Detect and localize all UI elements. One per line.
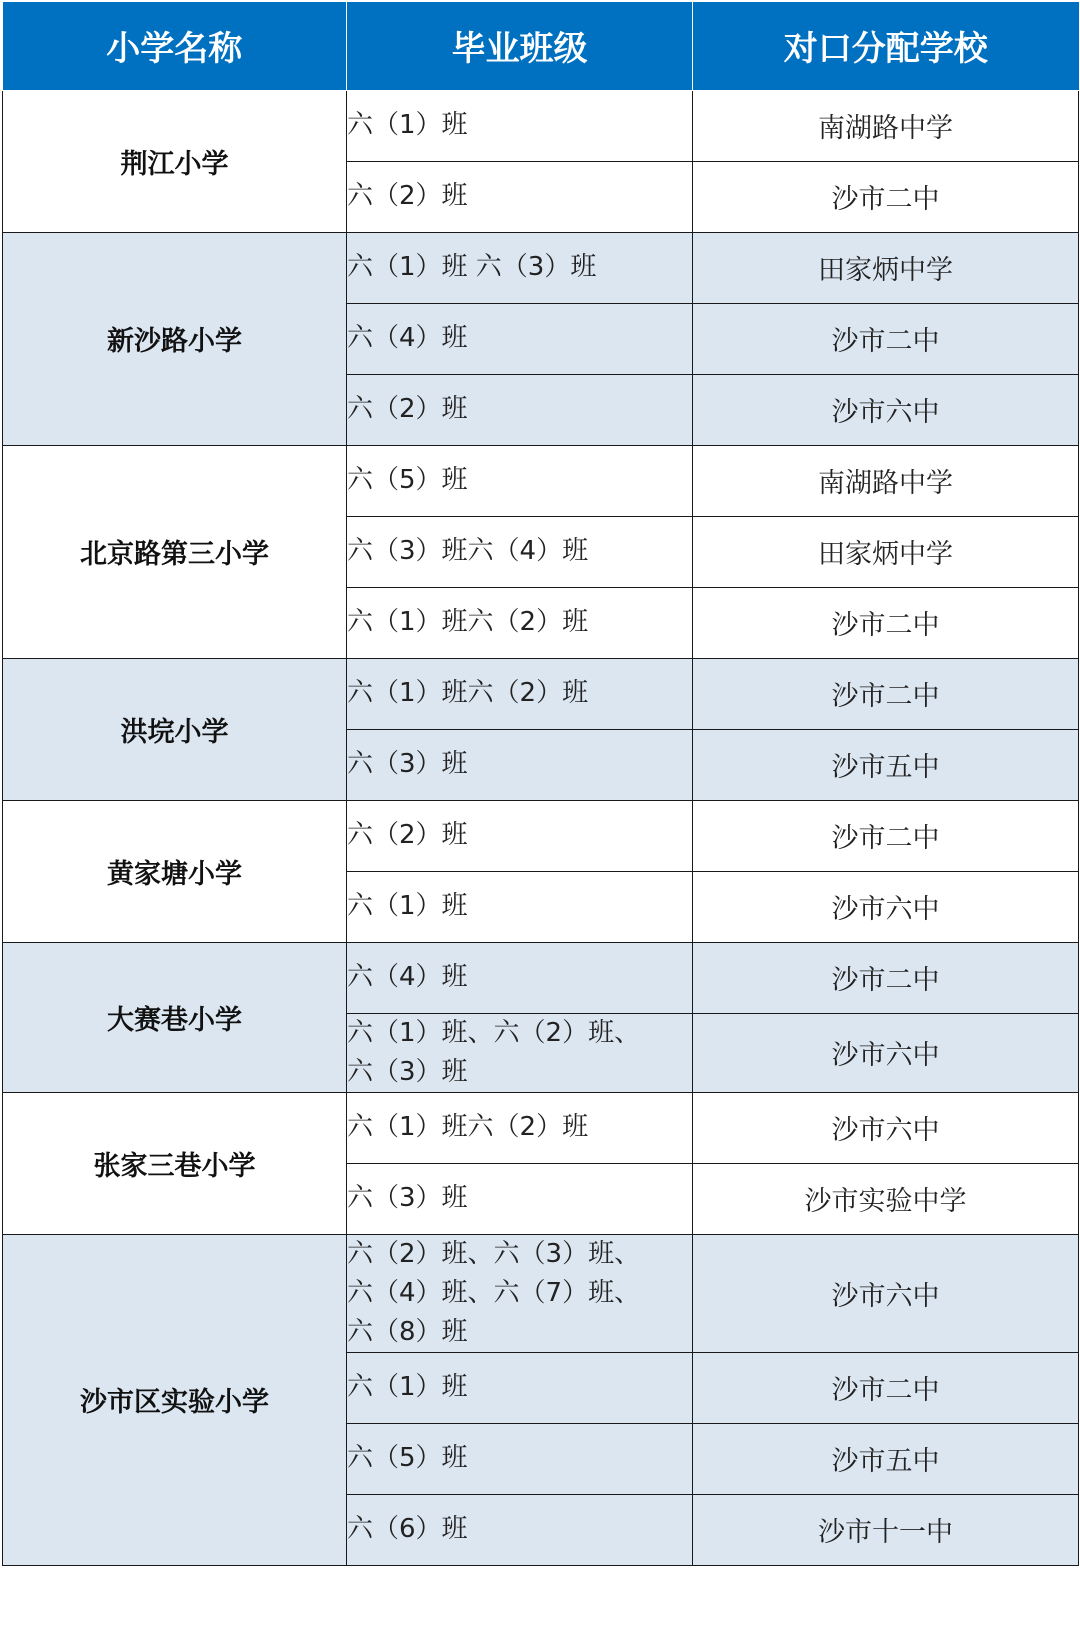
assigned-school-cell: 南湖路中学	[693, 90, 1079, 161]
school-name-cell: 洪垸小学	[3, 658, 347, 800]
class-line: 六（1）班	[347, 891, 468, 921]
class-cell	[347, 1163, 693, 1234]
class-cell	[347, 1494, 693, 1565]
class-cell	[347, 516, 693, 587]
assigned-school-cell: 沙市六中	[693, 1234, 1079, 1352]
assigned-school-cell: 沙市五中	[693, 729, 1079, 800]
assigned-school-cell: 沙市二中	[693, 942, 1079, 1013]
assigned-school-cell: 沙市二中	[693, 1352, 1079, 1423]
allocation-table	[2, 2, 1079, 1566]
table-row	[3, 658, 1079, 729]
class-line: 六（3）班	[347, 1183, 468, 1213]
class-cell	[347, 800, 693, 871]
class-line: 六（1）班六（2）班	[347, 1112, 589, 1142]
assigned-school-cell: 沙市二中	[693, 800, 1079, 871]
class-line: 六（1）班	[347, 1372, 468, 1402]
class-cell	[347, 1013, 693, 1092]
school-name-cell: 北京路第三小学	[3, 445, 347, 658]
school-name-cell: 沙市区实验小学	[3, 1234, 347, 1565]
header-graduating-class: 毕业班级	[347, 2, 693, 90]
school-name-cell: 大赛巷小学	[3, 942, 347, 1092]
class-line: 六（2）班	[347, 394, 468, 424]
class-line: 六（4）班	[347, 962, 468, 992]
class-cell	[347, 942, 693, 1013]
class-line: 六（2）班	[347, 181, 468, 211]
class-line: 六（1）班	[347, 110, 468, 140]
class-cell	[347, 1423, 693, 1494]
assigned-school-cell: 沙市实验中学	[693, 1163, 1079, 1234]
assigned-school-cell: 沙市六中	[693, 1092, 1079, 1163]
class-line: 六（2）班	[347, 820, 468, 850]
school-name-cell: 黄家塘小学	[3, 800, 347, 942]
assigned-school-cell: 沙市六中	[693, 1013, 1079, 1092]
class-line: 六（1）班六（2）班	[347, 607, 589, 637]
assigned-school-cell: 沙市六中	[693, 374, 1079, 445]
table-row	[3, 800, 1079, 871]
class-line: 六（6）班	[347, 1514, 468, 1544]
class-line: 六（4）班	[347, 323, 468, 353]
assigned-school-cell: 沙市二中	[693, 658, 1079, 729]
assigned-school-cell: 南湖路中学	[693, 445, 1079, 516]
header-school-name: 小学名称	[3, 2, 347, 90]
class-cell	[347, 445, 693, 516]
class-cell	[347, 303, 693, 374]
class-cell	[347, 587, 693, 658]
table-row	[3, 232, 1079, 303]
table-row	[3, 1092, 1079, 1163]
class-line: 六（1）班六（2）班	[347, 678, 589, 708]
class-cell	[347, 374, 693, 445]
school-name-cell: 荆江小学	[3, 90, 347, 232]
class-line: 六（2）班、六（3）班、	[347, 1238, 641, 1269]
class-line: 六（3）班	[347, 749, 468, 779]
header-assigned-school: 对口分配学校	[693, 2, 1079, 90]
class-line: 六（3）班六（4）班	[347, 536, 589, 566]
class-line: 六（3）班	[347, 1056, 468, 1087]
class-line: 六（1）班 六（3）班	[347, 252, 597, 282]
class-cell	[347, 232, 693, 303]
table-row	[3, 1234, 1079, 1352]
class-cell	[347, 729, 693, 800]
class-cell	[347, 658, 693, 729]
assigned-school-cell: 沙市五中	[693, 1423, 1079, 1494]
school-name-cell: 张家三巷小学	[3, 1092, 347, 1234]
assigned-school-cell: 田家炳中学	[693, 516, 1079, 587]
table-body	[3, 90, 1079, 1565]
table-row	[3, 445, 1079, 516]
assigned-school-cell: 沙市二中	[693, 161, 1079, 232]
school-name-cell: 新沙路小学	[3, 232, 347, 445]
class-cell	[347, 90, 693, 161]
class-cell	[347, 1092, 693, 1163]
class-line: 六（8）班	[347, 1316, 468, 1347]
assigned-school-cell: 沙市六中	[693, 871, 1079, 942]
class-cell	[347, 1352, 693, 1423]
table-row	[3, 942, 1079, 1013]
assigned-school-cell: 沙市二中	[693, 587, 1079, 658]
class-cell	[347, 871, 693, 942]
table-row	[3, 90, 1079, 161]
assigned-school-cell: 沙市十一中	[693, 1494, 1079, 1565]
class-cell	[347, 1234, 693, 1352]
assigned-school-cell: 沙市二中	[693, 303, 1079, 374]
header-row	[3, 2, 1079, 90]
class-line: 六（5）班	[347, 465, 468, 495]
class-line: 六（4）班、六（7）班、	[347, 1277, 641, 1308]
class-cell	[347, 161, 693, 232]
class-line: 六（1）班、六（2）班、	[347, 1017, 641, 1048]
class-line: 六（5）班	[347, 1443, 468, 1473]
assigned-school-cell: 田家炳中学	[693, 232, 1079, 303]
